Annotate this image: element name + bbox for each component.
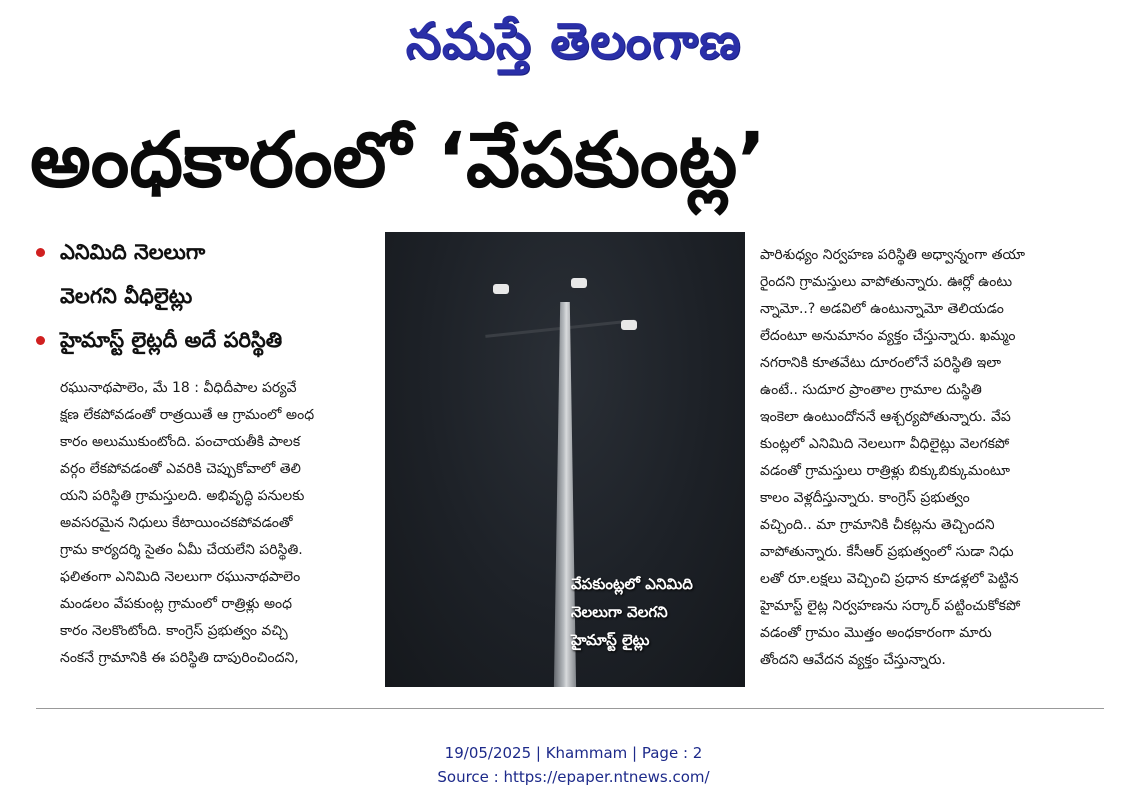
bullet-dot-icon [36,248,45,257]
footer-source-link[interactable]: Source : https://epaper.ntnews.com/ [437,768,710,786]
photo-caption [571,570,741,654]
bullet-list [36,230,376,362]
article-line: పారిశుధ్యం నిర్వహణ పరిస్థితి అధ్వాన్నంగా తయా [760,247,1025,263]
caption-line: నెలలుగా వెలగని [571,603,668,621]
bullet-text: ఎనిమిది నెలలుగా [60,240,206,264]
article-line: కారం అలుముకుంటోంది. పంచాయతీకి పాలక [60,434,301,450]
article-line: ఫలితంగా ఎనిమిది నెలలుగా రఘునాథపాలెం [60,569,301,585]
footer-date-line: 19/05/2025 | Khammam | Page : 2 [444,744,703,762]
article-left-column [60,375,375,695]
article-line: వడంతో గ్రామస్తులు రాత్రిళ్లు బిక్కుబిక్కుమంటూ [760,463,1011,479]
article-line: నంకనే గ్రామానికి ఈ పరిస్థితి దాపురించిందని, [60,650,299,666]
bullet-text: వెలగని వీధిలైట్లు [60,284,193,308]
article-line: మండలం వేపకుంట్ల గ్రామంలో రాత్రిళ్లు అంధ [60,596,293,612]
bullet-text: హైమాస్ట్ లైట్లదీ అదే పరిస్థితి [60,328,283,352]
bullet-item [36,230,376,274]
lamp-icon [621,320,637,330]
article-line: వాపోతున్నారు. కేసీఆర్ ప్రభుత్వంలో సుడా నిధు [760,544,1014,560]
article-line: తోందని ఆవేదన వ్యక్తం చేస్తున్నారు. [760,652,946,668]
article-right-column [760,242,1105,697]
article-line: కుంట్లలో ఎనిమిది నెలలుగా వీధిలైట్లు వెలగకపో [760,436,1010,452]
article-line: రఘునాథపాలెం, మే 18 : వీధిదీపాల పర్యవే [60,380,297,396]
article-line: వచ్చింది.. మా గ్రామానికి చీకట్లను తెచ్చిందని [760,517,995,533]
bullet-dot-icon [36,336,45,345]
article-line: లతో రూ.లక్షలు వెచ్చించి ప్రధాన కూడళ్లలో పెట్టిన [760,571,1019,587]
caption-line: హైమాస్ట్ లైట్లు [571,631,650,649]
article-line: అవసరమైన నిధులు కేటాయించకపోవడంతో [60,515,293,531]
lamp-icon [493,284,509,294]
article-line: వర్గం లేకపోవడంతో ఎవరికి చెప్పుకోవాలో తెలి [60,461,301,477]
article-line: వడంతో గ్రామం మొత్తం అంధకారంగా మారు [760,625,992,641]
headline: అంధకారంలో ‘వేపకుంట్ల’ [30,115,767,204]
article-line: నగరానికి కూతవేటు దూరంలోనే పరిస్థితి ఇలా [760,355,1001,371]
footer-divider [36,708,1104,709]
bullet-item [36,318,376,362]
article-line: ఇంకెలా ఉంటుందోననే ఆశ్చర్యపోతున్నారు. వేప [760,409,1011,425]
masthead-logo: నమస్తే తెలంగాణ [405,12,742,70]
article-line: కాలం వెళ్లదీస్తున్నారు. కాంగ్రెస్ ప్రభుత్వం [760,490,970,506]
highmast-light-photo [385,232,745,687]
article-line: న్నామో..? అడవిలో ఉంటున్నామో తెలియడం [760,301,1004,317]
article-line: రైందని గ్రామస్తులు వాపోతున్నారు. ఊర్లో ఉంటు [760,274,1013,290]
bullet-item [36,274,376,318]
article-line: హైమాస్ట్ లైట్ల నిర్వహణను సర్కార్ పట్టించుకోకపో [760,598,1021,614]
article-line: యని పరిస్థితి గ్రామస్తులది. అభివృద్ధి పనులకు [60,488,305,504]
article-line: గ్రామ కార్యదర్శి సైతం ఏమీ చేయలేని పరిస్థితి. [60,542,303,558]
article-line: కారం నెలకొంటోంది. కాంగ్రెస్ ప్రభుత్వం వచ్చి [60,623,288,639]
article-line: ఉంటే.. సుదూర ప్రాంతాల గ్రామాల దుస్థితి [760,382,982,398]
article-line: క్షణ లేకపోవడంతో రాత్రయితే ఆ గ్రామంలో అంధ [60,407,315,423]
caption-line: వేపకుంట్లలో ఎనిమిది [571,575,693,593]
article-line: లేదంటూ అనుమానం వ్యక్తం చేస్తున్నారు. ఖమ్మం [760,328,1016,344]
lamp-icon [571,278,587,288]
